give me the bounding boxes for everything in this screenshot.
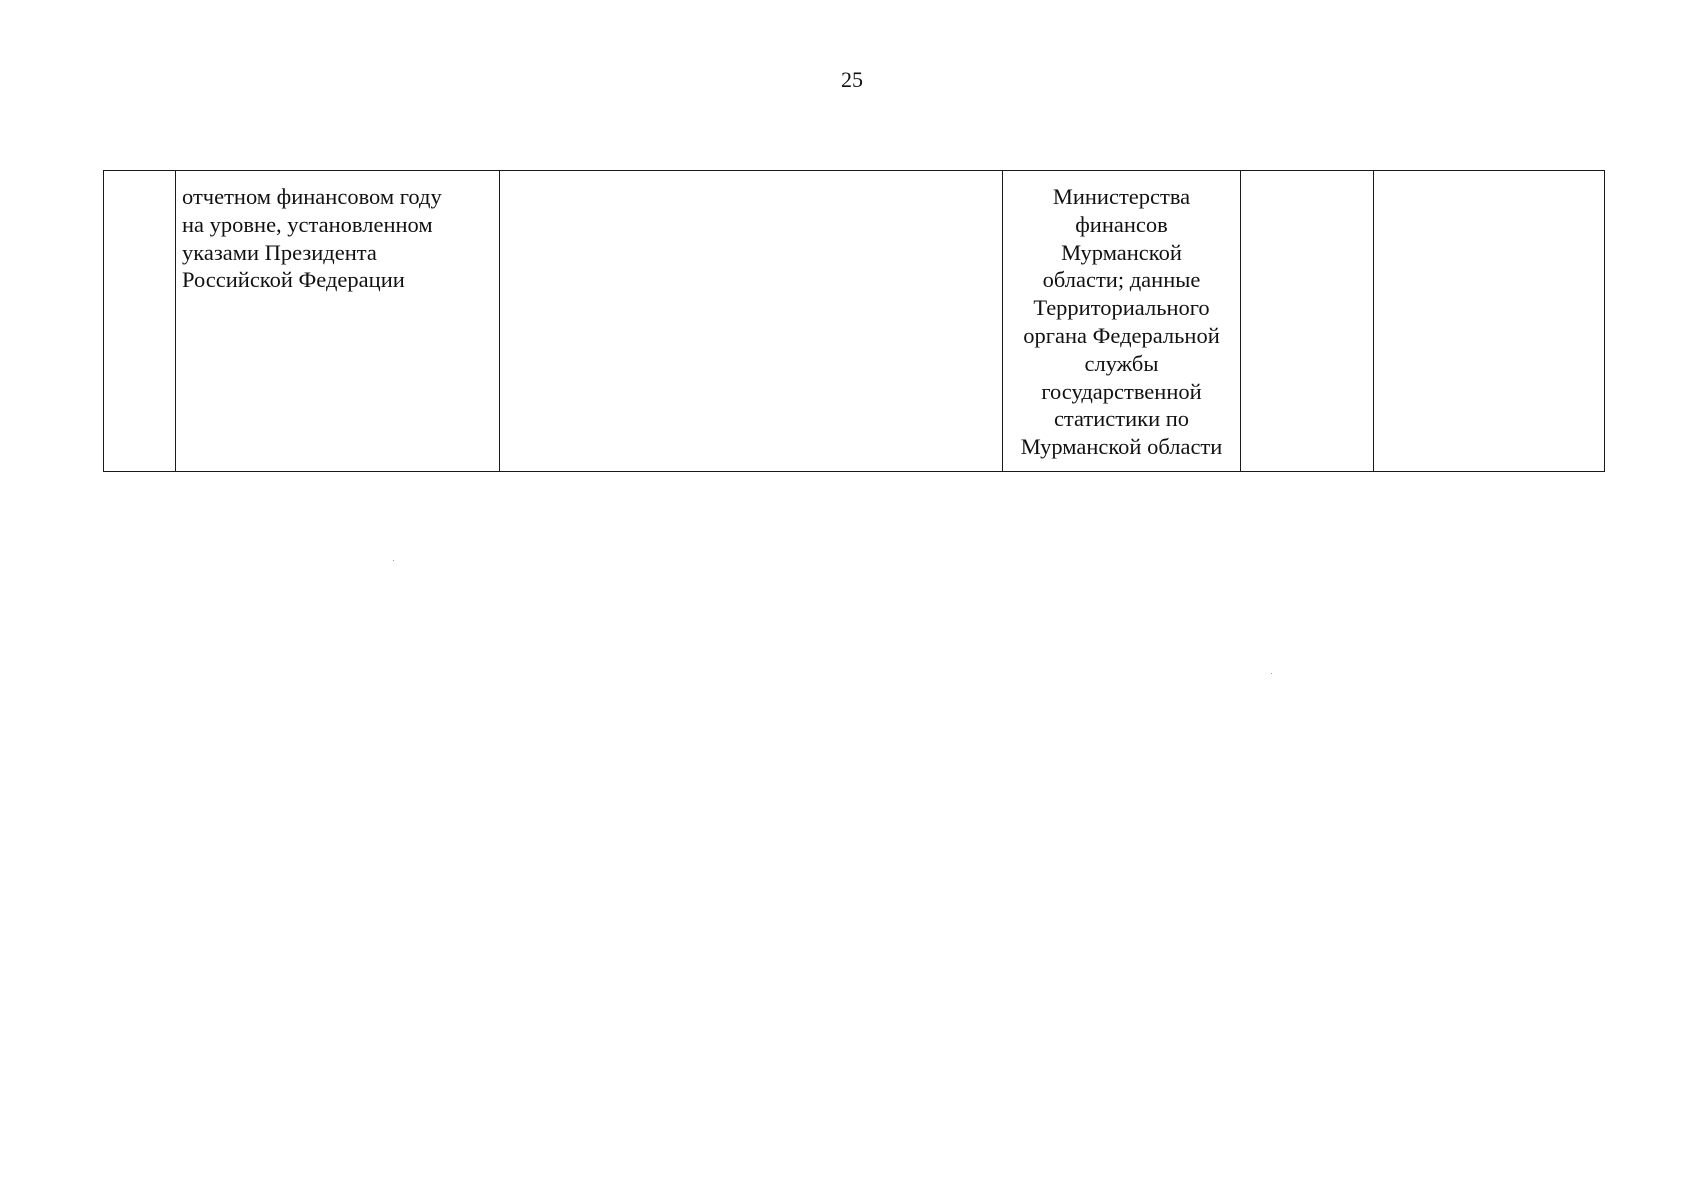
source-text-line: службы	[1084, 350, 1159, 376]
source-text-line: Министерства	[1052, 184, 1191, 209]
scan-speck	[393, 560, 394, 561]
source-text-line: Мурманской	[1061, 239, 1182, 265]
page-number: 25	[841, 67, 863, 92]
cell-indicator-text	[176, 171, 500, 472]
cell-data-source	[1003, 171, 1241, 472]
source-text-line: Мурманской области	[1020, 434, 1223, 460]
source-text-line: статистики по	[1053, 406, 1190, 432]
cell-empty-narrow	[1241, 171, 1374, 472]
cell-number	[104, 171, 176, 472]
cell-empty-last	[1374, 171, 1605, 472]
indicator-text-line: отчетном финансовом году	[182, 184, 442, 209]
source-text-line: государственной	[1041, 378, 1202, 404]
indicator-table	[103, 170, 1605, 472]
table-row	[104, 171, 1605, 472]
scan-speck	[1271, 673, 1272, 674]
source-text-line: Территориального	[1033, 295, 1210, 321]
source-text-line: органа Федеральной	[1023, 322, 1220, 348]
source-text-line: области; данные	[1042, 267, 1201, 293]
cell-empty-wide	[500, 171, 1003, 472]
indicator-text-line: указами Президента	[182, 239, 377, 265]
indicator-text-line: Российской Федерации	[182, 267, 405, 293]
indicator-text-line: на уровне, установленном	[182, 211, 433, 237]
source-text-line: финансов	[1075, 211, 1168, 237]
